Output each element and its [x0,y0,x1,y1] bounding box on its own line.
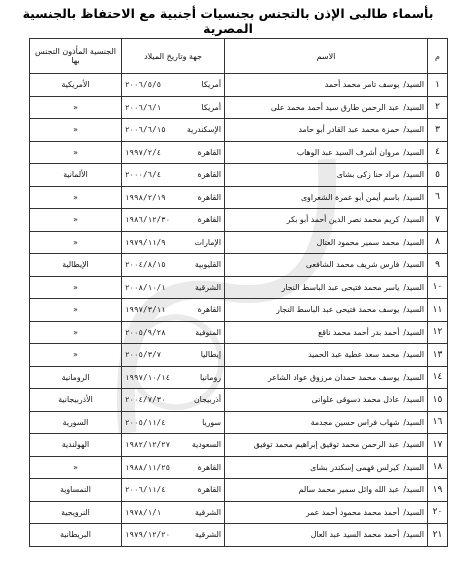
person-name-cell [225,96,428,119]
birth-date: ١٩٧٩/١٢/٢٠ [125,530,171,540]
birth-place: الشرقية [194,282,221,292]
person-name: يوسف تامر محمد أحمد [324,80,400,90]
honorific: السيد/ [403,102,424,112]
nationality: « [30,119,122,142]
nationality: الرومانية [30,366,122,389]
nationality: السورية [30,411,122,434]
birth-place: المنوفية [195,327,221,337]
nationality: الأمريكية [30,74,122,97]
birth-date: ١٩٩٨/٢/١٩ [125,192,166,202]
honorific: السيد/ [403,260,424,270]
page-title: بأسماء طالبى الإذن بالتجنس بجنسيات أجنبية مع الاحتفاظ بالجنسية المصرية [22,6,434,36]
birth-date: ٢٠٠٦/٦/١ [125,102,162,112]
table-row [30,321,448,344]
person-name-cell [225,119,428,142]
birth-place: أمريكا [201,80,221,90]
nationality: « [30,344,122,367]
person-name: شهاب فراس حسين مجدمة [310,417,400,427]
birth-cell [122,96,225,119]
person-name: محمد سمير محمود العتال [316,237,400,247]
table-row [30,344,448,367]
person-name: فارس شريف محمد الشافعى [305,260,400,270]
birth-cell [122,209,225,232]
birth-place: القاهرة [197,170,221,180]
nationality: « [30,321,122,344]
row-number: ١٩ [428,479,448,502]
person-name: أحمد بدر أحمد محمد ناقع [318,327,400,337]
honorific: السيد/ [403,485,424,495]
person-name: أحمد محمد محمود أحمد عمر [305,507,400,517]
person-name-cell [225,299,428,322]
birth-place: القاهرة [197,147,221,157]
table-row [30,366,448,389]
birth-cell [122,479,225,502]
nationality: الإيطالية [30,254,122,277]
table-row [30,74,448,97]
birth-cell [122,74,225,97]
birth-place: القاهرة [197,305,221,315]
honorific: السيد/ [403,440,424,450]
birth-place: القاهرة [197,192,221,202]
birth-cell [122,411,225,434]
honorific: السيد/ [403,147,424,157]
birth-place: القاهرة [197,462,221,472]
honorific: السيد/ [403,215,424,225]
birth-cell [122,141,225,164]
birth-cell [122,164,225,187]
birth-cell [122,524,225,547]
birth-cell [122,321,225,344]
honorific: السيد/ [403,282,424,292]
header-birth: جهة وتاريخ الميلاد [122,39,225,74]
nationality: « [30,209,122,232]
person-name: عبد الله وائل سمير محمد سالم [298,485,400,495]
table-row [30,411,448,434]
birth-cell [122,456,225,479]
row-number: ٥ [428,164,448,187]
birth-cell [122,434,225,457]
person-name-cell [225,524,428,547]
header-num: م [428,39,448,74]
birth-cell [122,231,225,254]
person-name-cell [225,186,428,209]
nationality: « [30,186,122,209]
person-name: كريم محمد نصر الدين أحمد أبو بكر [286,215,400,225]
honorific: السيد/ [403,170,424,180]
birth-place: القليوبية [194,260,221,270]
row-number: ٢ [428,96,448,119]
birth-date: ٢٠٠٠/٦/٤ [125,170,162,180]
birth-place: إيطاليا [200,350,221,360]
person-name-cell [225,74,428,97]
person-name: كيرلس فهمى إسكندر بشاى [310,462,400,472]
birth-cell [122,389,225,412]
birth-place: القاهرة [197,485,221,495]
nationality: الأذربيجانية [30,389,122,412]
person-name-cell [225,479,428,502]
honorific: السيد/ [403,395,424,405]
person-name-cell [225,231,428,254]
birth-date: ١٩٨٨/١١/٢٥ [125,462,171,472]
birth-place: سوريا [202,417,221,427]
nationality: النرويجية [30,501,122,524]
person-name-cell [225,164,428,187]
row-number: ١٢ [428,321,448,344]
honorific: السيد/ [403,237,424,247]
table-row [30,164,448,187]
person-name-cell [225,411,428,434]
birth-cell [122,186,225,209]
table-row [30,524,448,547]
birth-place: الإسكندرية [186,125,221,135]
row-number: ٧ [428,209,448,232]
birth-place: القاهرة [197,215,221,225]
person-name-cell [225,276,428,299]
birth-cell [122,299,225,322]
table-row [30,456,448,479]
row-number: ١١ [428,299,448,322]
row-number: ١٨ [428,456,448,479]
birth-cell [122,276,225,299]
row-number: ١٣ [428,344,448,367]
table-row [30,96,448,119]
nationality: « [30,456,122,479]
nationality: الألمانية [30,164,122,187]
nationality: « [30,276,122,299]
row-number: ١٥ [428,389,448,412]
birth-place: أمريكا [201,102,221,112]
honorific: السيد/ [403,417,424,427]
person-name-cell [225,141,428,164]
row-number: ٨ [428,231,448,254]
birth-cell [122,119,225,142]
nationality: « [30,96,122,119]
birth-cell [122,501,225,524]
birth-place: الشرقية [194,530,221,540]
birth-date: ١٩٨٢/١٢/٢٧ [125,440,171,450]
person-name: حمزة محمد عبد القادر أبو حامد [298,125,400,135]
honorific: السيد/ [403,80,424,90]
table-row [30,276,448,299]
birth-date: ٢٠٠٥/٣/٧ [125,350,162,360]
table-header-row [30,39,448,74]
table-row [30,209,448,232]
birth-date: ٢٠٠٦/٥/٥ [125,80,162,90]
table-row [30,389,448,412]
header-nationality: الجنسية المأذون التجنس بها [30,39,122,74]
honorific: السيد/ [403,372,424,382]
birth-cell [122,344,225,367]
person-name: عبد الرحمن طارق سيد أحمد محمد على [270,102,400,112]
row-number: ٤ [428,141,448,164]
person-name: يوسف محمد حمدان مرزوق عواد الشاعر [267,372,400,382]
person-name: مراد حنا زكى بشاى [336,170,400,180]
person-name-cell [225,434,428,457]
birth-place: أذربيجان [193,395,221,405]
person-name: عبد الرحمن محمد توفيق إبراهيم محمد توفيق [253,440,400,450]
table-body [30,74,448,547]
table-row [30,141,448,164]
person-name-cell [225,501,428,524]
table-row [30,299,448,322]
honorific: السيد/ [403,462,424,472]
person-name: باسم أيمن أبو عمرة الشعراوى [300,192,400,202]
nationality: البريطانية [30,524,122,547]
nationality: « [30,141,122,164]
birth-date: ٢٠٠٤/٧/٣٠ [125,395,166,405]
row-number: ١٠ [428,276,448,299]
birth-date: ٢٠٠٦/١١/٤ [125,485,166,495]
table-row [30,254,448,277]
table-row [30,186,448,209]
birth-date: ٢٠٠٦/٦/١٥ [125,125,166,135]
table-row [30,479,448,502]
person-name: عادل محمد دسوقى علوانى [311,395,400,405]
person-name-cell [225,209,428,232]
birth-place: رومانيا [200,372,221,382]
birth-place: الشرقية [194,507,221,517]
table-row [30,501,448,524]
row-number: ٦ [428,186,448,209]
nationality: « [30,231,122,254]
birth-date: ١٩٧٩/١١/٩ [125,237,166,247]
row-number: ٣ [428,119,448,142]
honorific: السيد/ [403,125,424,135]
row-number: ١٧ [428,434,448,457]
row-number: ٩ [428,254,448,277]
nationality: الهولندية [30,434,122,457]
birth-date: ١٩٩٧/٣/١١ [125,305,166,315]
names-table [29,38,448,547]
row-number: ٢٠ [428,501,448,524]
birth-date: ٢٠٠٥/١١/٤ [125,417,166,427]
row-number: ٢١ [428,524,448,547]
person-name-cell [225,456,428,479]
row-number: ١٦ [428,411,448,434]
table-row [30,231,448,254]
birth-date: ٢٠٠٥/٩/٢٨ [125,327,166,337]
honorific: السيد/ [403,350,424,360]
nationality: النمساوية [30,479,122,502]
table-row [30,119,448,142]
person-name-cell [225,321,428,344]
nationality: « [30,299,122,322]
birth-cell [122,366,225,389]
birth-date: ١٩٧٨/١/١ [125,507,162,517]
honorific: السيد/ [403,530,424,540]
birth-date: ١٩٩٧/٢/٤ [125,147,162,157]
person-name: يوسف محمد فتيحى عبد الباسط النجار [276,305,400,315]
birth-date: ١٩٩٧/١٠/١٤ [125,372,171,382]
honorific: السيد/ [403,327,424,337]
birth-date: ٢٠٠٤/٨/١٥ [125,260,166,270]
honorific: السيد/ [403,305,424,315]
person-name: أحمد محمد السيد عبد العال [310,530,400,540]
honorific: السيد/ [403,507,424,517]
birth-place: الإمارات [194,237,221,247]
row-number: ١ [428,74,448,97]
person-name-cell [225,366,428,389]
person-name-cell [225,254,428,277]
person-name: ياسر محمد فتيحى عبد الباسط النجار [281,282,400,292]
birth-date: ٢٠٠٨/١٠/١ [125,282,166,292]
row-number: ١٤ [428,366,448,389]
birth-place: السعودية [191,440,221,450]
person-name: محمد سعد عطية عبد الحميد [308,350,400,360]
honorific: السيد/ [403,192,424,202]
header-name: الاسم [225,39,428,74]
person-name: مروان أشرف السيد عبد الوهاب [296,147,400,157]
person-name-cell [225,389,428,412]
table-row [30,434,448,457]
birth-date: ١٩٨٦/١٢/٣٠ [125,215,171,225]
birth-cell [122,254,225,277]
person-name-cell [225,344,428,367]
